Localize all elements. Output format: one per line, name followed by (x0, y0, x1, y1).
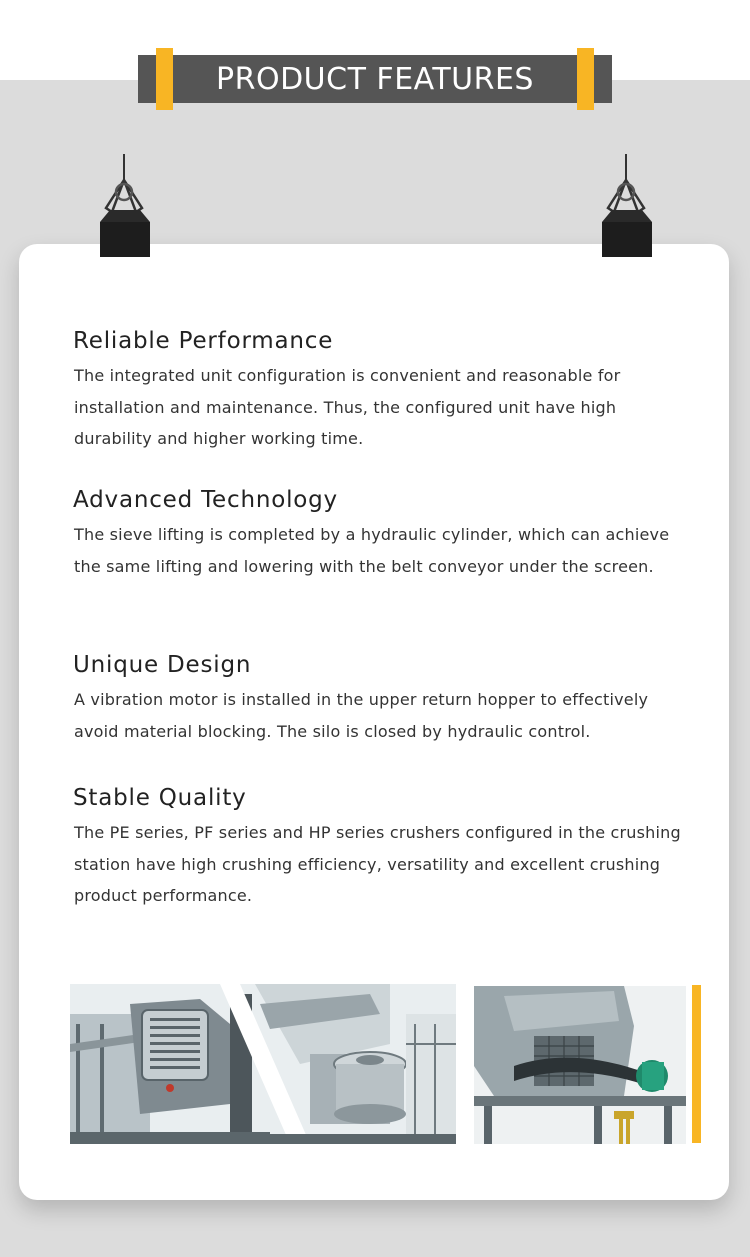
feature-text: A vibration motor is installed in the upper return hopper to effectively avoid material blocking. The silo is closed by hydraulic control. (74, 690, 649, 741)
accent-strip (692, 985, 701, 1143)
feature-text: The sieve lifting is completed by a hydraulic cylinder, which can achieve the same lifting and lowering with the belt conveyor under the screen. (74, 525, 670, 576)
feature-text: The PE series, PF series and HP series crushers configured in the crushing station have high crushing efficiency, versatility and excellent crushing product performance. (74, 823, 681, 905)
feature-advanced-technology (73, 487, 683, 582)
feature-title: Advanced Technology (73, 487, 338, 513)
feature-text: The integrated unit configuration is convenient and reasonable for installation and maintenance. Thus, the configured unit have high durability and higher working time. (74, 366, 621, 448)
banner-title: PRODUCT FEATURES (216, 61, 534, 97)
feature-reliable-performance (73, 328, 683, 455)
feature-title: Unique Design (73, 652, 252, 678)
crushing-plant-image (70, 984, 456, 1144)
banner-accent-left (156, 48, 173, 110)
feature-stable-quality (73, 785, 683, 912)
binder-clip-icon (600, 150, 654, 260)
banner-accent-right (577, 48, 594, 110)
impact-crusher-image (474, 986, 686, 1144)
section-banner (138, 55, 612, 103)
feature-title: Reliable Performance (73, 328, 334, 354)
feature-unique-design (73, 652, 683, 747)
binder-clip-icon (98, 150, 152, 260)
feature-title: Stable Quality (73, 785, 247, 811)
